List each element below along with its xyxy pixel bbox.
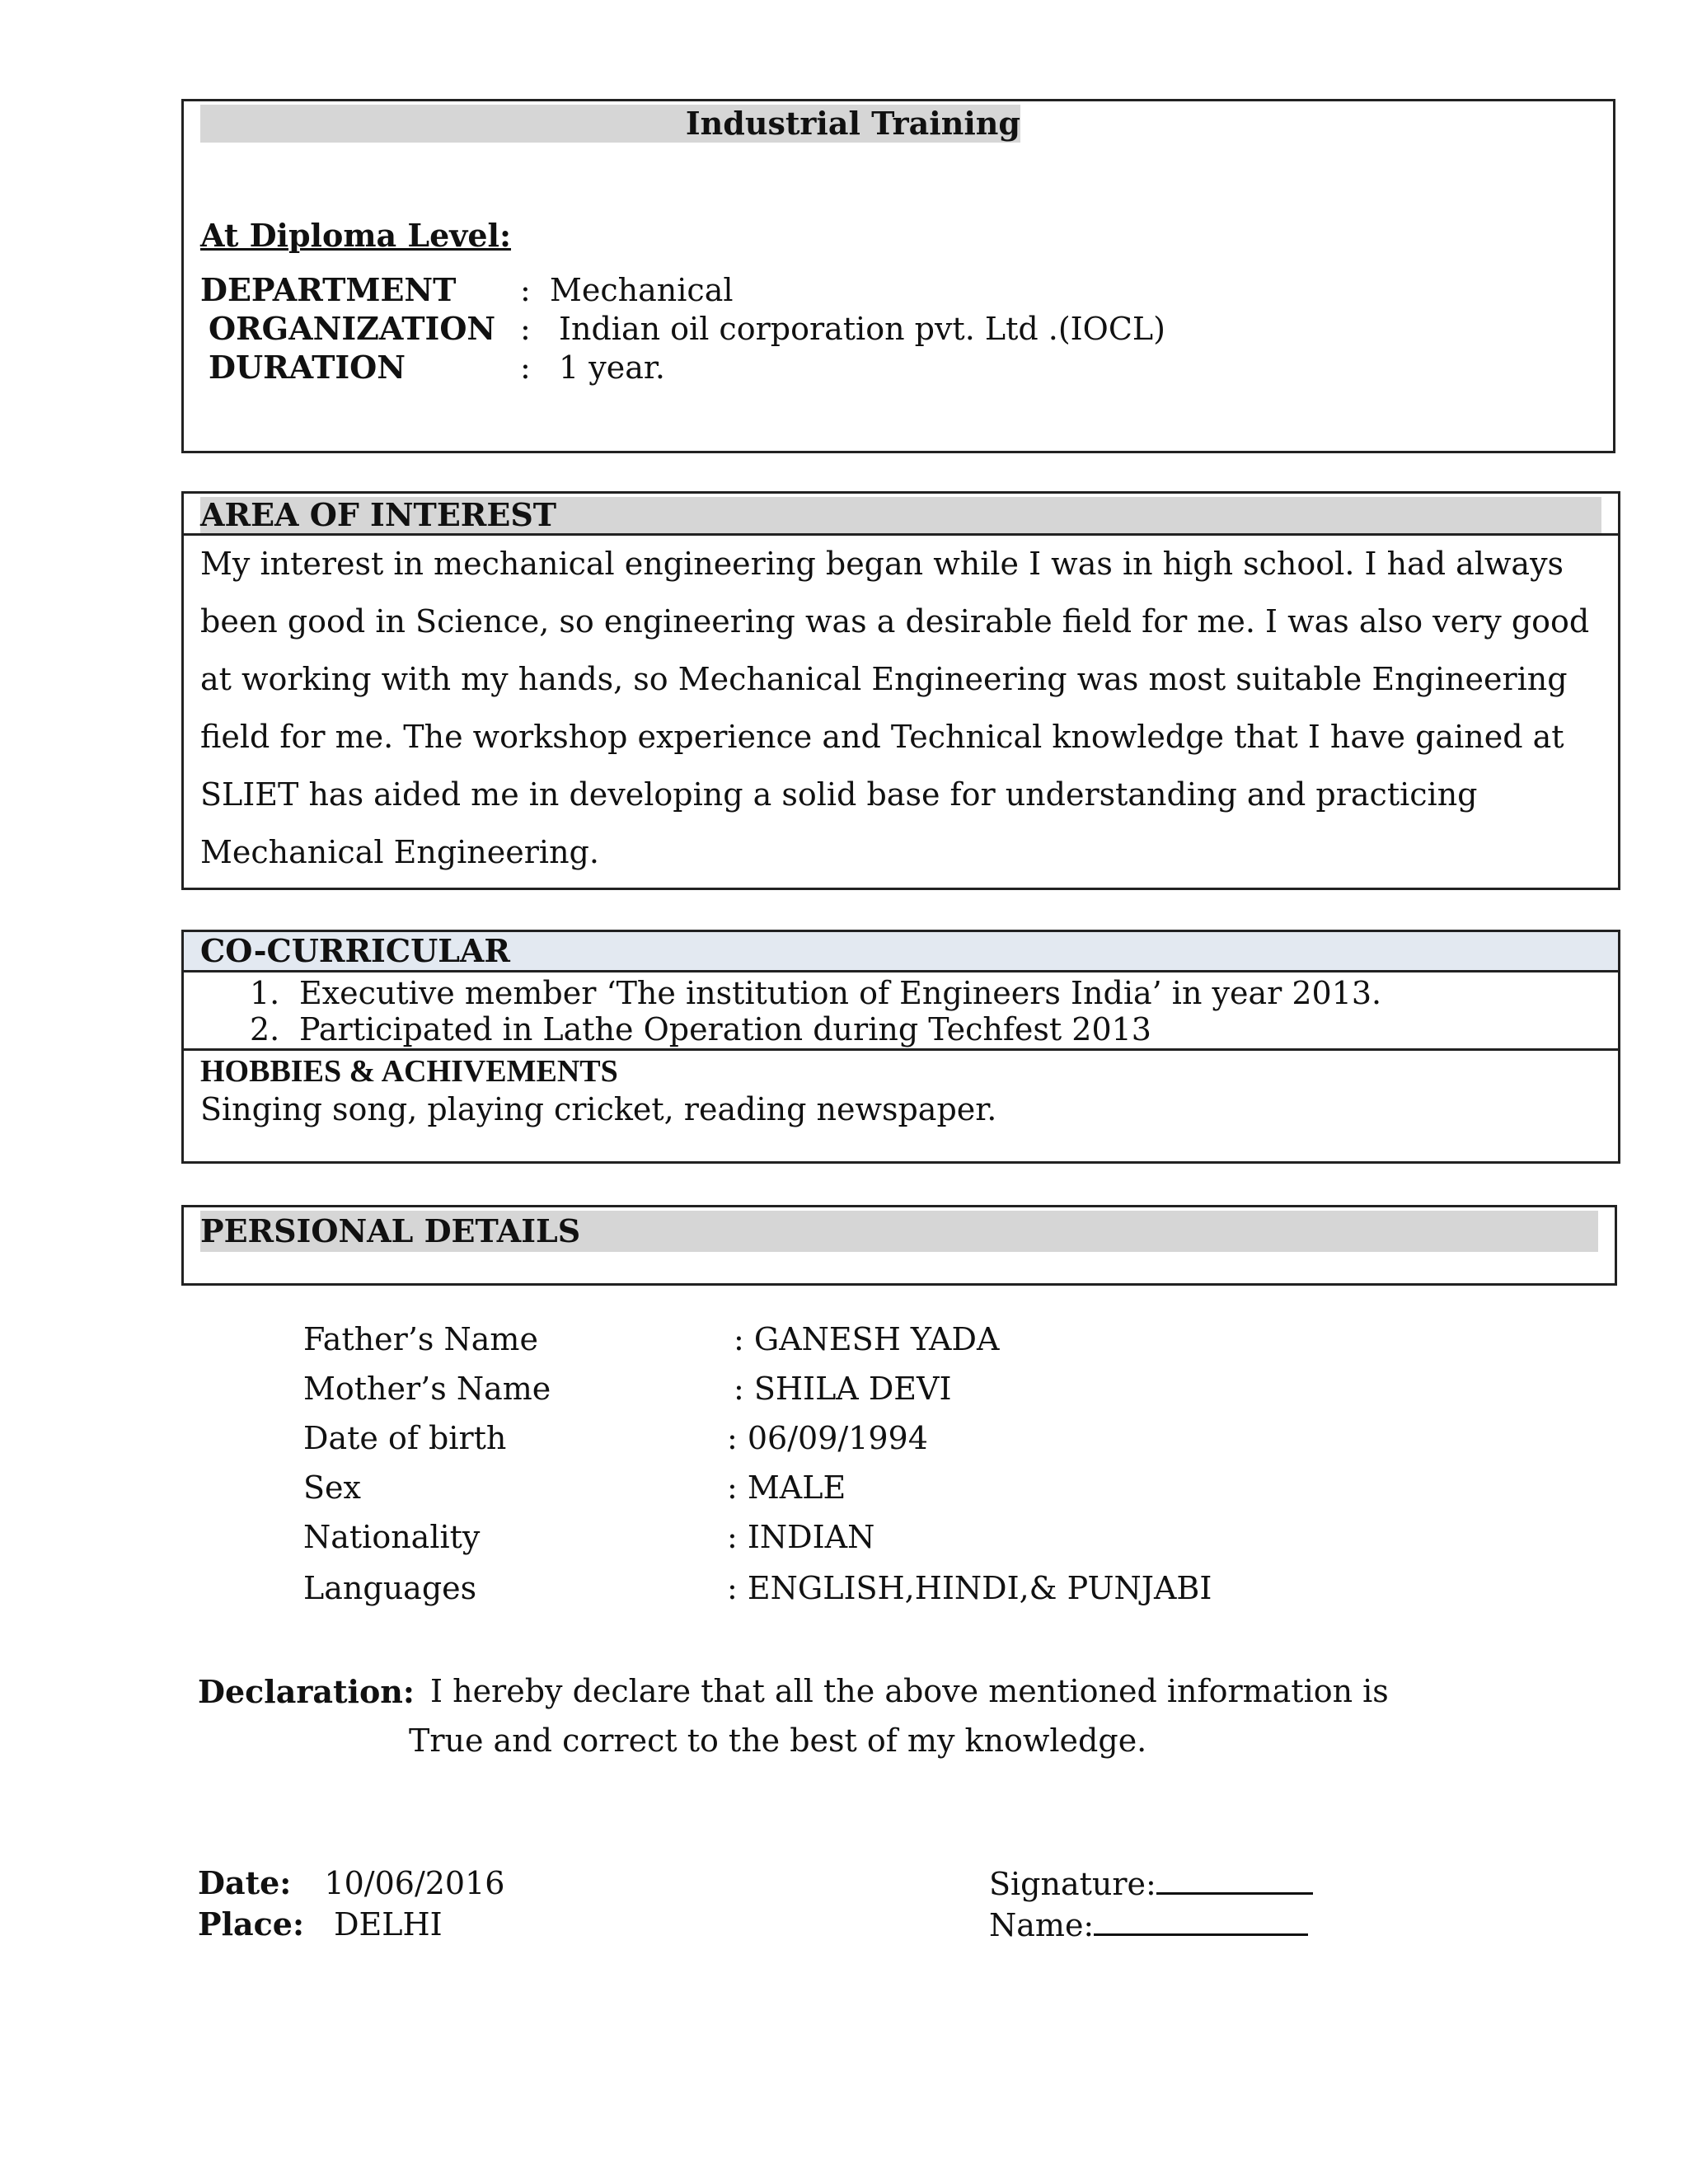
place-value: DELHI [334, 1906, 443, 1943]
hobbies-text: Singing song, playing cricket, reading newspaper. [200, 1091, 997, 1127]
training-row-colon: : [520, 311, 531, 347]
training-row-value: 1 year. [559, 349, 665, 386]
personal-details-section [181, 1205, 1617, 1286]
training-row-value: Indian oil corporation pvt. Ltd .(IOCL) [559, 311, 1165, 347]
personal-value-father: : GANESH YADA [734, 1321, 1000, 1357]
list-item-text: Participated in Lathe Operation during Techfest 2013 [299, 1011, 1151, 1047]
date-value: 10/06/2016 [324, 1865, 505, 1901]
training-row-colon: : [520, 272, 531, 308]
list-item [250, 974, 1381, 1012]
list-item-number: 1. [250, 975, 280, 1011]
signature-label: Signature: [989, 1866, 1156, 1902]
list-item [250, 1010, 1151, 1048]
personal-value-nationality: : INDIAN [727, 1519, 875, 1555]
personal-label-languages: Languages [303, 1570, 477, 1606]
hobbies-title: HOBBIES & ACHIVEMENTS [200, 1054, 618, 1089]
date-label: Date: [198, 1864, 292, 1901]
personal-value-languages: : ENGLISH,HINDI,& PUNJABI [727, 1570, 1212, 1606]
declaration-line-1: I hereby declare that all the above mentioned information is [430, 1673, 1389, 1709]
industrial-training-title-text: Industrial Training [685, 105, 1020, 142]
personal-value-dob: : 06/09/1994 [727, 1420, 928, 1456]
diploma-level-label: At Diploma Level: [200, 217, 512, 254]
co-curricular-list [184, 972, 1618, 1051]
name-blank-line [1094, 1905, 1308, 1936]
personal-label-father: Father’s Name [303, 1321, 538, 1357]
co-curricular-title: CO-CURRICULAR [184, 932, 1618, 972]
industrial-training-section [181, 99, 1615, 453]
area-of-interest-section [181, 491, 1620, 890]
personal-label-sex: Sex [303, 1469, 361, 1506]
personal-details-title: PERSIONAL DETAILS [200, 1211, 1598, 1252]
place-label: Place: [198, 1905, 304, 1943]
area-of-interest-title: AREA OF INTEREST [200, 497, 1601, 533]
training-row-key: ORGANIZATION [209, 310, 496, 347]
training-row-key: DEPARTMENT [200, 271, 457, 308]
training-row-key: DURATION [209, 349, 406, 386]
date-row [198, 1864, 504, 1902]
signature-blank-line [1156, 1864, 1313, 1895]
training-row-value: Mechanical [550, 272, 734, 308]
personal-label-nationality: Nationality [303, 1519, 481, 1555]
area-of-interest-text: My interest in mechanical engineering began while I was in high school. I had always been good in Science, so engineering was a desirable field for me. I was also very good at working with my hands, so Mechanical Engineering was most suitable Engineering field for me. The workshop experience and Technical knowledge that I have gained at SLIET has aided me in developing a solid base for understanding and practicing Mechanical Engineering. [200, 546, 1590, 870]
personal-value-mother: : SHILA DEVI [734, 1371, 952, 1407]
personal-value-sex: : MALE [727, 1469, 846, 1506]
industrial-training-title [200, 105, 1020, 143]
list-item-number: 2. [250, 1011, 280, 1047]
declaration-line-2: True and correct to the best of my knowledge. [409, 1722, 1147, 1759]
signature-row [989, 1864, 1313, 1903]
co-curricular-section [181, 930, 1620, 1164]
name-row [989, 1905, 1308, 1944]
personal-label-dob: Date of birth [303, 1420, 507, 1456]
personal-label-mother: Mother’s Name [303, 1371, 551, 1407]
training-row-colon: : [520, 349, 531, 386]
name-label: Name: [989, 1907, 1095, 1943]
list-item-text: Executive member ‘The institution of Engineers India’ in year 2013. [299, 975, 1382, 1011]
place-row [198, 1905, 443, 1943]
declaration-label: Declaration: [198, 1673, 415, 1710]
